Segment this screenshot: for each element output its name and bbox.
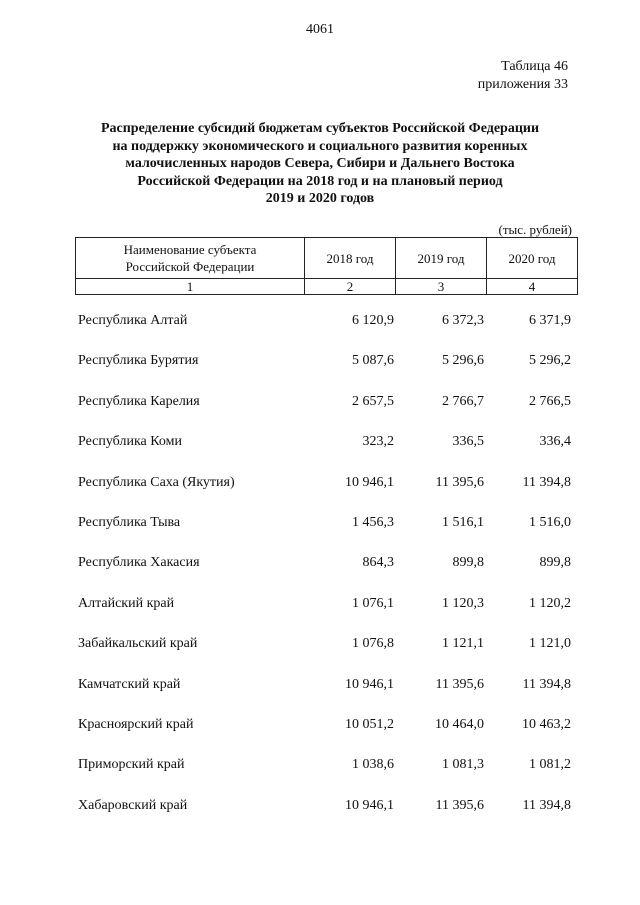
header-line: Наименование субъекта <box>123 242 257 257</box>
region-name: Республика Тыва <box>78 514 181 530</box>
value-2019: 1 081,3 <box>442 757 484 773</box>
value-2018: 1 076,1 <box>352 595 394 611</box>
value-2019: 336,5 <box>452 434 484 450</box>
region-name: Республика Бурятия <box>78 353 199 369</box>
header-2020: 2020 год <box>487 238 578 279</box>
table-row <box>78 674 574 714</box>
value-2019: 11 395,6 <box>435 676 484 692</box>
column-number: 4 <box>487 279 578 295</box>
value-2018: 10 946,1 <box>345 676 394 692</box>
region-name: Хабаровский край <box>78 797 188 813</box>
column-number: 2 <box>305 279 396 295</box>
value-2018: 1 038,6 <box>352 757 394 773</box>
title-line: 2019 и 2020 годов <box>265 191 375 206</box>
value-2019: 1 120,3 <box>442 595 484 611</box>
header-line: Российской Федерации <box>125 259 255 274</box>
value-2019: 11 395,6 <box>435 474 484 490</box>
table-row <box>78 472 574 512</box>
table-body <box>78 310 574 835</box>
table-reference <box>478 58 568 94</box>
value-2019: 6 372,3 <box>442 313 484 328</box>
value-2019: 2 766,7 <box>442 393 484 409</box>
value-2019: 10 464,0 <box>435 716 484 732</box>
table-row <box>78 795 574 835</box>
header-2018: 2018 год <box>305 238 396 279</box>
value-2020: 10 463,2 <box>522 716 571 732</box>
appendix-number: приложения 33 <box>477 77 568 92</box>
value-2020: 11 394,8 <box>522 797 571 813</box>
value-2020: 6 371,9 <box>529 313 571 328</box>
value-2018: 6 120,9 <box>352 313 394 328</box>
value-2019: 1 121,1 <box>442 636 484 652</box>
page-number: 4061 <box>306 22 334 37</box>
value-2019: 5 296,6 <box>442 353 484 369</box>
value-2020: 1 121,0 <box>529 636 571 652</box>
value-2019: 1 516,1 <box>442 514 484 530</box>
table-row <box>78 714 574 754</box>
value-2018: 864,3 <box>362 555 394 571</box>
table-header <box>75 237 578 295</box>
table-row <box>78 552 574 592</box>
value-2018: 5 087,6 <box>352 353 394 369</box>
header-2019: 2019 год <box>396 238 487 279</box>
value-2018: 10 946,1 <box>345 797 394 813</box>
column-number: 3 <box>396 279 487 295</box>
table-row <box>78 431 574 471</box>
region-name: Алтайский край <box>78 595 175 611</box>
region-name: Республика Саха (Якутия) <box>78 474 235 490</box>
header-region-name <box>76 238 305 279</box>
value-2018: 10 946,1 <box>345 474 394 490</box>
value-2018: 10 051,2 <box>345 716 394 732</box>
document-title <box>60 120 580 208</box>
region-name: Республика Алтай <box>78 313 188 328</box>
column-number: 1 <box>76 279 305 295</box>
table-row <box>78 310 574 350</box>
table-row <box>78 512 574 552</box>
region-name: Республика Карелия <box>78 393 200 409</box>
value-2019: 899,8 <box>452 555 484 571</box>
table-row <box>78 633 574 673</box>
table-row <box>78 350 574 390</box>
value-2020: 1 516,0 <box>529 514 571 530</box>
table-row <box>78 391 574 431</box>
units-label: (тыс. рублей) <box>498 222 572 237</box>
value-2018: 323,2 <box>362 434 394 450</box>
value-2018: 2 657,5 <box>352 393 394 409</box>
region-name: Республика Хакасия <box>78 555 200 571</box>
table-row <box>78 754 574 794</box>
table-row <box>78 593 574 633</box>
value-2018: 1 456,3 <box>352 514 394 530</box>
title-line: на поддержку экономического и социального развития коренных <box>112 138 528 154</box>
value-2020: 1 120,2 <box>529 595 571 611</box>
value-2020: 2 766,5 <box>529 393 571 409</box>
value-2020: 11 394,8 <box>522 676 571 692</box>
region-name: Красноярский край <box>78 716 194 732</box>
value-2020: 899,8 <box>539 555 571 571</box>
title-line: малочисленных народов Севера, Сибири и Дальнего Востока <box>125 156 515 171</box>
value-2020: 1 081,2 <box>529 757 571 773</box>
value-2018: 1 076,8 <box>352 636 394 652</box>
region-name: Забайкальский край <box>78 636 198 652</box>
title-line: Российской Федерации на 2018 год и на плановый период <box>137 173 503 189</box>
title-line: Распределение субсидий бюджетам субъектов Российской Федерации <box>100 121 540 136</box>
table-number: Таблица 46 <box>501 59 568 74</box>
region-name: Приморский край <box>78 757 185 773</box>
value-2019: 11 395,6 <box>435 797 484 813</box>
region-name: Камчатский край <box>78 676 181 692</box>
value-2020: 5 296,2 <box>529 353 571 369</box>
value-2020: 11 394,8 <box>522 474 571 490</box>
region-name: Республика Коми <box>78 434 182 450</box>
value-2020: 336,4 <box>539 434 571 450</box>
